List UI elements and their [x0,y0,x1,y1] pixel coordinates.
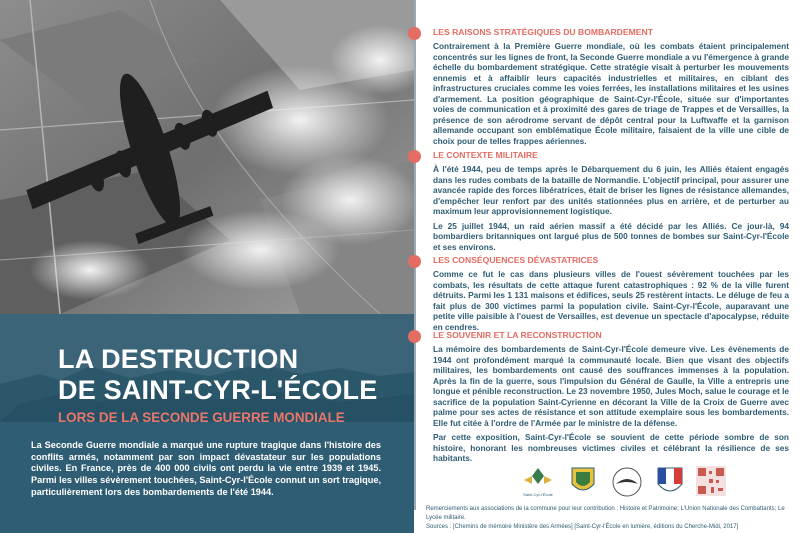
section-paragraph: Comme ce fut le cas dans plusieurs villes de l'ouest sévèrement touchées par les combats, les résultats de cette attaque furent catastrophiques : 92 % de la ville furent détruits. Parmi les 1 131 maisons et édifices, seuls 25 restèrent intacts. Le déluge de feu a fait plus de 300 victimes parmi la population civile. Saint-Cyr-l'École, auparavant une petite ville paisible à l'ouest de Versailles, est devenue un spectacle d'apocalypse, réduite en cendres. [433,269,789,332]
title-panel [0,314,414,533]
credits-thanks: Remerciements aux associations de la commune pour leur contribution : Histoire et Patrimoine; L'Union Nationale des Combattants; Le Lycée militaire. [426,506,785,521]
section-paragraph: Le 25 juillet 1944, un raid aérien massif a été décidé par les Alliés. Ce jour-là, 94 bombardiers britanniques ont largué plus de 500 tonnes de bombes sur Saint-Cyr-l'École et ses environs. [433,220,789,252]
section-paragraph: Contrairement à la Première Guerre mondiale, où les combats étaient principalement concentrés sur les lignes de front, la Seconde Guerre mondiale a vu l'émergence à grande échelle du bombardement stratégique. Cette stratégie visait à perturber les mouvements ennemis et à affaiblir leurs capacités industrielles et militaires, en ciblant des infrastructures cruciales comme les voies ferrées, les installations militaires et les usines d'armement. La position géographique de Saint-Cyr-l'École, située sur d'importantes voies de communication et à proximité des gares de triage de Trappes et de Versailles, la présence de son aérodrome servant de dépôt central pour la Luftwaffe et la garnison allemande occupant son emblématique École militaire, faisaient de la ville une cible de choix pour de telles frappes aériennes. [433,41,789,146]
section-military-context [433,150,789,256]
credits [426,505,796,532]
title-line-1: LA DESTRUCTION [58,344,299,374]
credits-sources: Sources : [Chemins de mémoire Ministère des Armées] [Saint-Cyr-l'École en lumière, éditions du Cherche-Midi, 2017] [426,524,739,530]
section-consequences [433,255,789,336]
intro-text: La Seconde Guerre mondiale a marqué une rupture tragique dans l'histoire des conflits armés, notamment par son impact dévastateur sur les populations civiles. En France, près de 400 000 civils ont perdu la vie entre 1939 et 1945. Parmi les villes sévèrement touchées, Saint-Cyr-l'École connut un sort tragique, particulièrement lors des bombardements de l'été 1944. [31,440,381,497]
partner-logos [510,466,780,500]
section-title: LES CONSÉQUENCES DÉVASTATRICES [433,255,599,265]
bomber-aerial-image [0,0,414,314]
section-title: LES RAISONS STRATÉGIQUES DU BOMBARDEMENT [433,27,653,37]
timeline-dot [408,330,421,343]
section-paragraph: À l'été 1944, peu de temps après le Débarquement du 6 juin, les Alliés étaient engagés dans les rudes combats de la bataille de Normandie. L'objectif principal, pour assurer une avancée rapide des forces libératrices, était de briser les lignes de résistance allemandes, d'empêcher leur renfort par des unités stationnées plus en arrière, et de perturber au maximum leur approvisionnement logistique. [433,164,789,216]
section-memory-reconstruction [433,330,789,468]
svg-text:Saint-Cyr-l'École: Saint-Cyr-l'École [523,492,553,497]
military-school-crest-logo [656,466,684,498]
section-paragraph: Par cette exposition, Saint-Cyr-l'École se souvient de cette période sombre de son histoire, honorant les nombreuses victimes civiles et célébrant la résilience de ses habitants. [433,432,789,463]
timeline-dot [408,255,421,268]
union-combatants-logo [608,466,646,498]
title-line-2: DE SAINT-CYR-L'ÉCOLE [58,375,378,405]
title-block [58,344,408,426]
subtitle: LORS DE LA SECONDE GUERRE MONDIALE [58,410,345,425]
timeline-dot [408,150,421,163]
section-strategic-reasons [433,27,789,150]
qr-code[interactable] [696,466,726,496]
bomber-aerial-photo [0,0,414,314]
city-logo [518,466,558,500]
timeline-dot [408,27,421,40]
section-paragraph: La mémoire des bombardements de Saint-Cyr-l'École demeure vive. Les évènements de 1944 ont profondément marqué la communauté locale. Bien que visant des objectifs militaires, les bombardements ont causé des souffrances immenses à la population. Après la fin de la guerre, sous l'impulsion du Général de Gaulle, la Ville a entrepris une longue et pénible reconstruction. Le 23 novembre 1950, Jules Moch, salue le courage et le sacrifice de la population Saint-Cyrienne en décorant la Ville de la Croix de Guerre avec palme pour ses actes de résistance et son attitude exemplaire sous les bombardements. Elle fut citée à l'ordre de l'Armée par le ministre de la défense. [433,344,789,428]
section-title: LE CONTEXTE MILITAIRE [433,150,538,160]
association-shield-logo [570,466,596,498]
section-title: LE SOUVENIR ET LA RECONSTRUCTION [433,330,602,340]
right-column [414,0,800,533]
